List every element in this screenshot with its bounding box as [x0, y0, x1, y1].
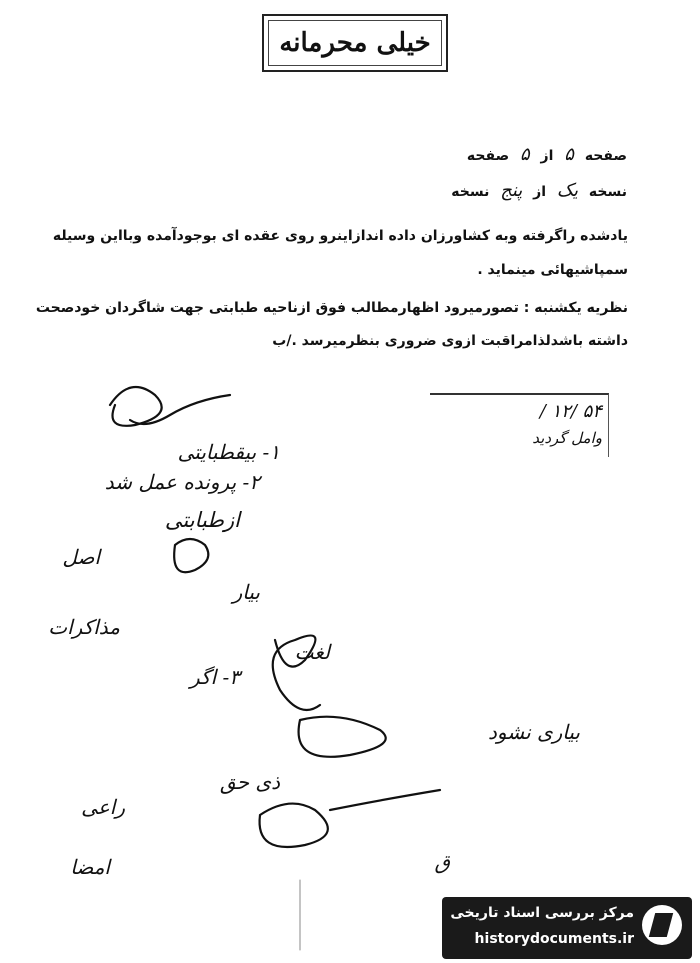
note-line-8: ۳- اگر: [190, 665, 240, 689]
archive-watermark: [442, 897, 692, 959]
copy-label-suffix: نسخه: [451, 184, 490, 200]
note-line-5: بیار: [232, 580, 260, 604]
copy-number: یک: [556, 180, 579, 201]
signature-loop-3: [299, 717, 386, 757]
body-line-2: سمپاشیهائی مینماید .: [477, 262, 628, 278]
signature-tail-2: [330, 790, 440, 810]
archive-url: historydocuments.ir: [474, 931, 634, 947]
page-label: صفحه: [584, 148, 627, 164]
note-line-3: ازطبابتی: [164, 508, 240, 532]
registration-number: ۵۴ /۱۲ /: [539, 401, 602, 422]
archive-logo-icon: [642, 905, 682, 945]
copy-total: پنج: [500, 180, 523, 201]
page-label-suffix: صفحه: [466, 148, 510, 164]
opinion-line-1: نظریه یکشنبه : تصورمیرود اظهارمطالب فوق ازناحیه طبابتی جهت شاگردان خودصحت: [35, 300, 628, 316]
note-line-13: ق: [434, 850, 450, 874]
note-line-2: ۲- پرونده عمل شد: [104, 470, 260, 494]
copy-label: نسخه: [588, 184, 627, 200]
page-total: ۵: [519, 144, 530, 165]
copy-of: از: [533, 184, 547, 200]
note-line-10: ذی حق: [220, 770, 280, 794]
page-number: ۵: [564, 144, 574, 165]
registration-status: وامل گردید: [532, 429, 602, 447]
note-line-7: لغت: [294, 640, 330, 664]
note-line-9: بیاری نشود: [487, 720, 580, 744]
note-line-11: راعی: [81, 795, 125, 819]
page-of: از: [540, 148, 554, 164]
body-line-1: یادشده راگرفته وبه کشاورزان داده اندازاینرو روی عقده ای بوجودآمده وبااین وسیله: [52, 228, 628, 244]
note-line-6: مذاکرات: [48, 615, 120, 639]
note-line-1: ۱- بیقطبایتی: [177, 440, 280, 464]
classification-stamp-text: خیلی محرمانه: [279, 28, 431, 58]
opinion-line-2: داشته باشدلذامراقبت ازوی ضروری بنظرمیرسد ./ب: [272, 333, 628, 349]
note-line-4: اصل: [62, 545, 100, 569]
circled-mark: [174, 539, 208, 572]
signature-tail-1: [130, 395, 230, 424]
signature-loop-4: [260, 804, 328, 847]
signature-loop-1: [110, 387, 162, 426]
archive-title: مرکز بررسی اسناد تاریخی: [450, 905, 634, 921]
note-line-12: امضا: [70, 855, 110, 879]
